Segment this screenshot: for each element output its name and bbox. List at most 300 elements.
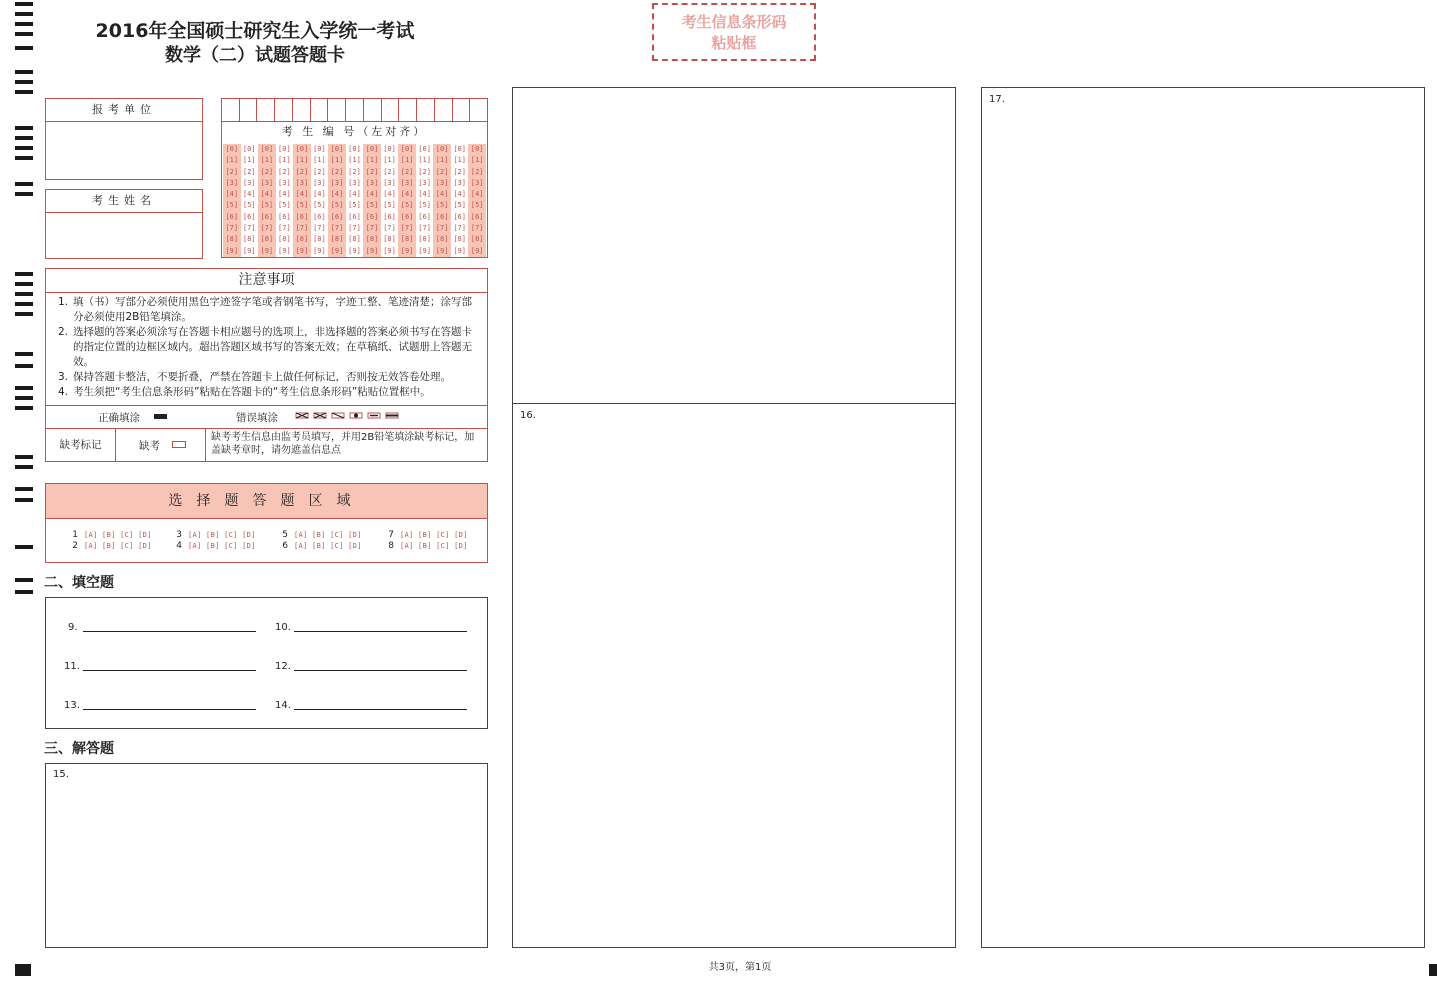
question-15-label: 15. (53, 769, 69, 780)
answer-line[interactable] (83, 631, 256, 632)
note-item (58, 385, 482, 400)
digit-bubble[interactable]: [1] (330, 156, 344, 165)
fill-in-number: 10. (275, 622, 291, 633)
digit-bubble[interactable]: [0] (242, 145, 256, 153)
digit-bubble[interactable]: [6] (453, 212, 466, 221)
digit-bubble[interactable]: [1] (225, 156, 239, 165)
digit-bubble[interactable]: [0] (365, 145, 379, 153)
digit-bubble[interactable]: [2] (278, 167, 291, 176)
digit-bubble[interactable]: [5] (225, 201, 239, 210)
digit-bubble[interactable]: [6] (278, 212, 291, 221)
digit-bubble[interactable]: [8] (348, 235, 361, 244)
digit-bubble[interactable]: [7] (260, 224, 274, 233)
choice-question[interactable] (278, 541, 362, 551)
digit-bubble[interactable]: [4] (365, 190, 379, 199)
digit-bubble[interactable]: [7] (348, 224, 361, 233)
digit-bubble[interactable]: [7] (313, 224, 326, 233)
timing-mark (15, 192, 33, 196)
digit-bubble[interactable]: [8] (400, 235, 414, 244)
fill-in-number: 11. (64, 661, 80, 672)
digit-bubble[interactable]: [2] (383, 167, 396, 176)
digit-bubble[interactable]: [3] (260, 178, 274, 187)
digit-bubble[interactable]: [2] (453, 167, 466, 176)
answer-line[interactable] (83, 709, 256, 710)
digit-bubble[interactable]: [7] (295, 224, 309, 233)
choice-question[interactable] (278, 530, 362, 540)
exam-number-write-cell[interactable] (275, 99, 293, 121)
digit-bubble[interactable]: [2] (400, 167, 414, 176)
fill-in-number: 13. (64, 700, 80, 711)
answer-title: 三、解答题 (44, 741, 114, 757)
question-number: 1 (72, 530, 78, 540)
question-number: 6 (282, 541, 288, 551)
exam-number-write-cell[interactable] (435, 99, 453, 121)
question-number: 4 (176, 541, 182, 551)
digit-bubble[interactable]: [5] (470, 201, 484, 210)
digit-bubble[interactable]: [5] (242, 201, 256, 210)
digit-bubble[interactable]: [6] (470, 212, 484, 221)
fill-in-number: 9. (68, 622, 78, 633)
digit-bubble[interactable]: [0] (278, 145, 291, 153)
question-number: 7 (388, 530, 394, 540)
digit-bubble[interactable]: [9] (418, 246, 431, 255)
exam-number-write-row[interactable] (222, 99, 487, 122)
timing-mark (15, 386, 33, 390)
digit-bubble[interactable]: [8] (330, 235, 344, 244)
barcode-paste-box (652, 3, 816, 61)
digit-bubble[interactable]: [7] (400, 224, 414, 233)
digit-bubble[interactable]: [0] (400, 145, 414, 153)
digit-bubble[interactable]: [6] (242, 212, 256, 221)
absent-mark-label: 缺考标记 (46, 428, 116, 462)
digit-bubble[interactable]: [4] (435, 190, 449, 199)
digit-bubble[interactable]: [1] (242, 156, 256, 165)
note-text: 选择题的答案必须涂写在答题卡相应题号的选项上，非选择题的答案必须书写在答题卡的指定位置的边框区域内。超出答题区域书写的答案无效；在草稿纸、试题册上答题无效。 (73, 326, 472, 368)
absent-row (46, 428, 487, 462)
answer-options[interactable]: [A] [B] [C] [D] (188, 531, 256, 539)
digit-bubble[interactable]: [4] (330, 190, 344, 199)
absent-checkbox[interactable] (172, 441, 186, 448)
digit-bubble[interactable]: [4] (418, 190, 431, 199)
exam-number-write-cell[interactable] (293, 99, 311, 121)
digit-bubble[interactable]: [9] (242, 246, 256, 255)
digit-bubble[interactable]: [6] (365, 212, 379, 221)
exam-number-column (276, 144, 294, 257)
digit-bubble[interactable]: [5] (330, 201, 344, 210)
exam-number-write-cell[interactable] (470, 99, 487, 121)
timing-mark (15, 46, 33, 50)
choice-question[interactable] (172, 530, 256, 540)
digit-bubble[interactable]: [1] (400, 156, 414, 165)
answer-box-continued[interactable] (513, 88, 955, 403)
notes-box (45, 268, 488, 462)
digit-bubble[interactable]: [6] (383, 212, 396, 221)
answer-line[interactable] (294, 631, 467, 632)
timing-mark (15, 455, 33, 459)
digit-bubble[interactable]: [0] (295, 145, 309, 153)
timing-mark (15, 70, 33, 74)
digit-bubble[interactable]: [2] (295, 167, 309, 176)
digit-bubble[interactable]: [4] (313, 190, 326, 199)
digit-bubble[interactable]: [4] (383, 190, 396, 199)
question-number: 5 (282, 530, 288, 540)
digit-bubble[interactable]: [2] (435, 167, 449, 176)
digit-bubble[interactable]: [6] (348, 212, 361, 221)
note-text: 考生须把“考生信息条形码”粘贴在答题卡的“考生信息条形码”粘贴位置框中。 (73, 386, 431, 398)
digit-bubble[interactable]: [0] (470, 145, 484, 153)
page-subtitle: 数学（二）试题答题卡 (165, 45, 345, 66)
digit-bubble[interactable]: [6] (330, 212, 344, 221)
timing-mark (15, 590, 33, 594)
barcode-label-2: 粘贴框 (711, 34, 757, 52)
timing-mark (15, 126, 33, 130)
exam-number-write-cell[interactable] (417, 99, 435, 121)
exam-number-column (241, 144, 259, 257)
digit-bubble[interactable]: [5] (278, 201, 291, 210)
digit-bubble[interactable]: [5] (348, 201, 361, 210)
digit-bubble[interactable]: [1] (295, 156, 309, 165)
note-number: 2. (58, 326, 69, 338)
timing-mark (15, 146, 33, 150)
digit-bubble[interactable]: [7] (242, 224, 256, 233)
exam-number-column (468, 144, 486, 257)
digit-bubble[interactable]: [2] (365, 167, 379, 176)
digit-bubble[interactable]: [2] (225, 167, 239, 176)
digit-bubble[interactable]: [6] (295, 212, 309, 221)
choice-question[interactable] (68, 541, 152, 551)
digit-bubble[interactable]: [0] (348, 145, 361, 153)
answer-options[interactable]: [A] [B] [C] [D] (294, 542, 362, 550)
answer-line[interactable] (294, 709, 467, 710)
digit-bubble[interactable]: [8] (418, 235, 431, 244)
digit-bubble[interactable]: [1] (348, 156, 361, 165)
digit-bubble[interactable]: [9] (278, 246, 291, 255)
digit-bubble[interactable]: [0] (313, 145, 326, 153)
exam-number-column (311, 144, 329, 257)
timing-mark (15, 545, 33, 549)
page-title: 2016年全国硕士研究生入学统一考试 (95, 20, 415, 42)
digit-bubble[interactable]: [5] (418, 201, 431, 210)
digit-bubble[interactable]: [7] (435, 224, 449, 233)
timing-mark (15, 396, 33, 400)
digit-bubble[interactable]: [3] (400, 178, 414, 187)
timing-mark (15, 272, 33, 276)
digit-bubble[interactable]: [7] (330, 224, 344, 233)
fill-in-number: 12. (275, 661, 291, 672)
digit-bubble[interactable]: [3] (348, 178, 361, 187)
unit-label: 报考单位 (46, 99, 202, 122)
timing-mark (15, 578, 33, 582)
digit-bubble[interactable]: [0] (453, 145, 466, 153)
digit-bubble[interactable]: [8] (435, 235, 449, 244)
exam-number-column (451, 144, 469, 257)
digit-bubble[interactable]: [9] (453, 246, 466, 255)
exam-number-write-cell[interactable] (399, 99, 417, 121)
digit-bubble[interactable]: [3] (453, 178, 466, 187)
digit-bubble[interactable]: [9] (330, 246, 344, 255)
answer-options[interactable]: [A] [B] [C] [D] (84, 542, 152, 550)
exam-number-column (328, 144, 346, 257)
exam-number-column (223, 144, 241, 257)
digit-bubble[interactable]: [5] (400, 201, 414, 210)
digit-bubble[interactable]: [7] (365, 224, 379, 233)
digit-bubble[interactable]: [3] (313, 178, 326, 187)
answer-box-15[interactable] (45, 763, 488, 948)
answer-options[interactable]: [A] [B] [C] [D] (84, 531, 152, 539)
digit-bubble[interactable]: [1] (470, 156, 484, 165)
name-box[interactable] (45, 189, 203, 259)
wrong-fill-label: 错误填涂 (236, 412, 278, 424)
digit-bubble[interactable]: [4] (260, 190, 274, 199)
question-number: 8 (388, 541, 394, 551)
digit-bubble[interactable]: [8] (453, 235, 466, 244)
digit-bubble[interactable]: [7] (278, 224, 291, 233)
digit-bubble[interactable]: [8] (313, 235, 326, 244)
note-number: 3. (58, 371, 69, 383)
question-16-label: 16. (520, 410, 536, 421)
fill-in-number: 14. (275, 700, 291, 711)
choice-section (45, 483, 488, 563)
timing-mark (15, 282, 33, 286)
timing-mark (15, 32, 33, 36)
digit-bubble[interactable]: [9] (313, 246, 326, 255)
digit-bubble[interactable]: [8] (278, 235, 291, 244)
exam-number-column (381, 144, 399, 257)
digit-bubble[interactable]: [3] (278, 178, 291, 187)
digit-bubble[interactable]: [1] (278, 156, 291, 165)
timing-mark (15, 352, 33, 356)
exam-number-write-cell[interactable] (346, 99, 364, 121)
unit-box[interactable] (45, 98, 203, 180)
wrong-fill-marks (295, 411, 400, 421)
fill-in-box (45, 597, 488, 729)
digit-bubble[interactable]: [7] (453, 224, 466, 233)
digit-bubble[interactable]: [3] (242, 178, 256, 187)
digit-bubble[interactable]: [0] (418, 145, 431, 153)
answer-column-middle (512, 87, 956, 948)
timing-mark (15, 302, 33, 306)
answer-line[interactable] (83, 670, 256, 671)
absent-label: 缺考 (139, 440, 160, 452)
timing-mark (15, 182, 33, 186)
timing-mark (15, 465, 33, 469)
digit-bubble[interactable]: [7] (470, 224, 484, 233)
digit-bubble[interactable]: [5] (383, 201, 396, 210)
choice-title: 选择题答题区域 (46, 484, 487, 519)
digit-bubble[interactable]: [4] (242, 190, 256, 199)
digit-bubble[interactable]: [3] (418, 178, 431, 187)
exam-number-write-cell[interactable] (453, 99, 471, 121)
note-number: 1. (58, 296, 69, 308)
exam-number-box (221, 98, 488, 258)
choice-question[interactable] (68, 530, 152, 540)
answer-options[interactable]: [A] [B] [C] [D] (400, 542, 468, 550)
digit-bubble[interactable]: [9] (400, 246, 414, 255)
digit-bubble[interactable]: [6] (313, 212, 326, 221)
digit-bubble[interactable]: [4] (470, 190, 484, 199)
digit-bubble[interactable]: [6] (260, 212, 274, 221)
answer-line[interactable] (294, 670, 467, 671)
exam-number-write-cell[interactable] (311, 99, 329, 121)
timing-mark (15, 80, 33, 84)
exam-number-write-cell[interactable] (382, 99, 400, 121)
answer-options[interactable]: [A] [B] [C] [D] (294, 531, 362, 539)
corner-mark (1429, 964, 1437, 976)
digit-bubble[interactable]: [2] (260, 167, 274, 176)
timing-mark (15, 292, 33, 296)
timing-mark (15, 406, 33, 410)
digit-bubble[interactable]: [1] (418, 156, 431, 165)
timing-mark (15, 2, 33, 6)
digit-bubble[interactable]: [4] (278, 190, 291, 199)
timing-mark (15, 364, 33, 368)
exam-number-column (363, 144, 381, 257)
digit-bubble[interactable]: [0] (383, 145, 396, 153)
exam-number-write-cell[interactable] (257, 99, 275, 121)
digit-bubble[interactable]: [9] (383, 246, 396, 255)
exam-number-column (398, 144, 416, 257)
timing-mark (15, 156, 33, 160)
digit-bubble[interactable]: [9] (260, 246, 274, 255)
exam-number-write-cell[interactable] (328, 99, 346, 121)
digit-bubble[interactable]: [1] (313, 156, 326, 165)
correct-fill-mark (154, 414, 167, 419)
note-text: 填（书）写部分必须使用黑色字迹签字笔或者钢笔书写，字迹工整、笔迹清楚；涂写部分必须使用2B铅笔填涂。 (73, 296, 472, 323)
digit-bubble[interactable]: [8] (383, 235, 396, 244)
timing-mark (15, 136, 33, 140)
digit-bubble[interactable]: [7] (383, 224, 396, 233)
digit-bubble[interactable]: [3] (295, 178, 309, 187)
exam-number-write-cell[interactable] (222, 99, 240, 121)
digit-bubble[interactable]: [0] (260, 145, 274, 153)
digit-bubble[interactable]: [8] (225, 235, 239, 244)
note-item (58, 295, 482, 325)
digit-bubble[interactable]: [2] (313, 167, 326, 176)
absent-description: 缺考考生信息由监考员填写，并用2B铅笔填涂缺考标记，加盖缺考章时，请勿遮盖信息点 (211, 432, 475, 456)
digit-bubble[interactable]: [1] (260, 156, 274, 165)
digit-bubble[interactable]: [5] (313, 201, 326, 210)
digit-bubble[interactable]: [0] (330, 145, 344, 153)
notes-title: 注意事项 (46, 269, 487, 293)
digit-bubble[interactable]: [6] (400, 212, 414, 221)
exam-number-grid[interactable] (223, 144, 486, 257)
digit-bubble[interactable]: [2] (330, 167, 344, 176)
choice-question[interactable] (172, 541, 256, 551)
timing-mark (15, 12, 33, 16)
digit-bubble[interactable]: [1] (453, 156, 466, 165)
exam-number-label: 考 生 编 号（左对齐） (281, 125, 428, 138)
digit-bubble[interactable]: [8] (295, 235, 309, 244)
digit-bubble[interactable]: [1] (435, 156, 449, 165)
note-item (58, 325, 482, 370)
choice-question[interactable] (384, 541, 468, 551)
digit-bubble[interactable]: [9] (295, 246, 309, 255)
timing-mark (15, 498, 33, 502)
exam-number-column (346, 144, 364, 257)
timing-mark (15, 487, 33, 491)
digit-bubble[interactable]: [8] (365, 235, 379, 244)
exam-number-column (258, 144, 276, 257)
digit-bubble[interactable]: [8] (260, 235, 274, 244)
digit-bubble[interactable]: [1] (383, 156, 396, 165)
digit-bubble[interactable]: [4] (400, 190, 414, 199)
timing-mark (15, 312, 33, 316)
digit-bubble[interactable]: [8] (470, 235, 484, 244)
answer-box-17[interactable] (981, 87, 1425, 948)
corner-mark (15, 964, 31, 976)
note-item (58, 370, 482, 385)
page-info: 共3页，第1页 (708, 962, 772, 973)
note-number: 4. (58, 386, 69, 398)
exam-number-column (293, 144, 311, 257)
digit-bubble[interactable]: [3] (383, 178, 396, 187)
barcode-label: 考生信息条形码 (681, 13, 787, 31)
note-text: 保持答题卡整洁，不要折叠，严禁在答题卡上做任何标记，否则按无效答卷处理。 (73, 371, 451, 383)
digit-bubble[interactable]: [9] (435, 246, 449, 255)
digit-bubble[interactable]: [6] (435, 212, 449, 221)
digit-bubble[interactable]: [7] (225, 224, 239, 233)
absent-cell (116, 428, 206, 462)
digit-bubble[interactable]: [2] (418, 167, 431, 176)
timing-mark (15, 90, 33, 94)
digit-bubble[interactable]: [5] (435, 201, 449, 210)
answer-box-16[interactable] (513, 404, 955, 947)
digit-bubble[interactable]: [9] (470, 246, 484, 255)
digit-bubble[interactable]: [5] (453, 201, 466, 210)
timing-mark (15, 22, 33, 26)
digit-bubble[interactable]: [3] (435, 178, 449, 187)
digit-bubble[interactable]: [5] (295, 201, 309, 210)
digit-bubble[interactable]: [6] (225, 212, 239, 221)
exam-number-column (433, 144, 451, 257)
exam-number-write-cell[interactable] (364, 99, 382, 121)
question-number: 2 (72, 541, 78, 551)
answer-options[interactable]: [A] [B] [C] [D] (188, 542, 256, 550)
digit-bubble[interactable]: [2] (242, 167, 256, 176)
digit-bubble[interactable]: [9] (348, 246, 361, 255)
digit-bubble[interactable]: [6] (418, 212, 431, 221)
digit-bubble[interactable]: [2] (348, 167, 361, 176)
exam-number-write-cell[interactable] (240, 99, 258, 121)
digit-bubble[interactable]: [3] (225, 178, 239, 187)
digit-bubble[interactable]: [4] (225, 190, 239, 199)
question-number: 3 (176, 530, 182, 540)
digit-bubble[interactable]: [5] (260, 201, 274, 210)
digit-bubble[interactable]: [1] (365, 156, 379, 165)
answer-options[interactable]: [A] [B] [C] [D] (400, 531, 468, 539)
fill-in-title: 二、填空题 (44, 575, 114, 591)
exam-number-column (416, 144, 434, 257)
fill-example-row (46, 405, 487, 429)
name-label: 考生姓名 (46, 190, 202, 213)
question-17-label: 17. (989, 94, 1005, 105)
digit-bubble[interactable]: [4] (348, 190, 361, 199)
digit-bubble[interactable]: [3] (470, 178, 484, 187)
choice-question[interactable] (384, 530, 468, 540)
digit-bubble[interactable]: [7] (418, 224, 431, 233)
digit-bubble[interactable]: [3] (330, 178, 344, 187)
digit-bubble[interactable]: [4] (295, 190, 309, 199)
digit-bubble[interactable]: [3] (365, 178, 379, 187)
digit-bubble[interactable]: [5] (365, 201, 379, 210)
digit-bubble[interactable]: [0] (225, 145, 239, 153)
digit-bubble[interactable]: [0] (435, 145, 449, 153)
digit-bubble[interactable]: [4] (453, 190, 466, 199)
digit-bubble[interactable]: [9] (365, 246, 379, 255)
digit-bubble[interactable]: [2] (470, 167, 484, 176)
digit-bubble[interactable]: [9] (225, 246, 239, 255)
digit-bubble[interactable]: [8] (242, 235, 256, 244)
